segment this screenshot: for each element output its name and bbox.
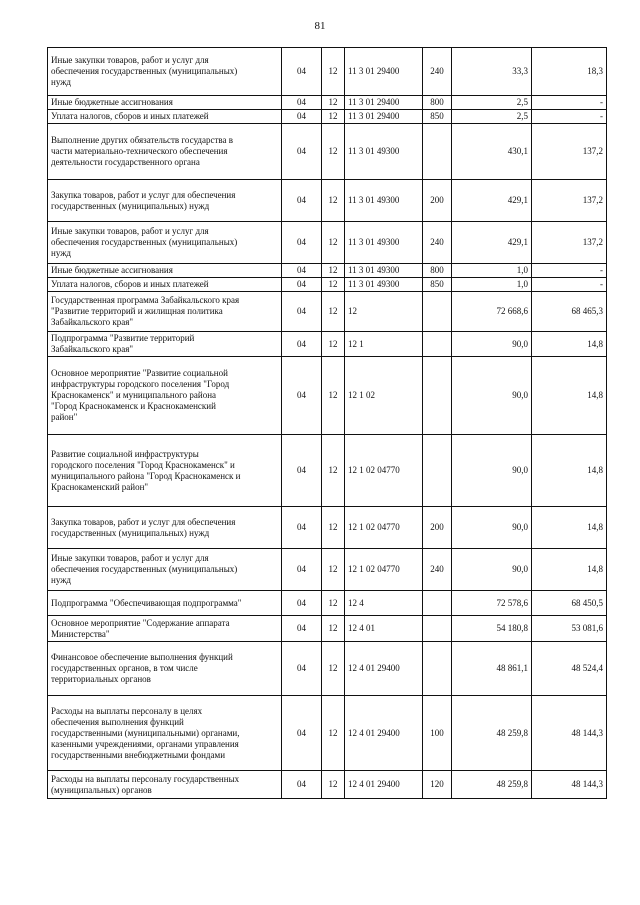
row-name [48,771,282,799]
amount-plan: 90,0 [452,332,532,357]
amount-plan: 429,1 [452,222,532,264]
subsection-code: 12 [322,696,345,771]
target-article-code: 12 [345,292,423,332]
row-name-line: Расходы на выплаты персоналу в целях [51,705,203,716]
subsection-code: 12 [322,110,345,124]
row-name-line: государственными внебюджетными фондами [51,749,226,760]
table-row [48,591,607,616]
amount-actual: 48 144,3 [532,771,607,799]
subsection-code: 12 [322,435,345,507]
row-name-line: Государственная программа Забайкальского края [51,295,240,305]
row-name [48,96,282,110]
target-article-code: 12 1 02 04770 [345,435,423,507]
row-name-line: район" [51,412,78,422]
amount-actual: 53 081,6 [532,616,607,642]
expense-type-code: 240 [423,48,452,96]
row-name-line: Иные закупки товаров, работ и услуг для [51,55,209,65]
subsection-code: 12 [322,616,345,642]
table-row [48,616,607,642]
row-name-line: Иные бюджетные ассигнования [51,97,173,107]
row-name-line: казенными учреждениями, органами управления [51,738,239,749]
row-name-line: государственных (муниципальных) нужд [51,527,210,538]
row-name-line: Подпрограмма "Обеспечивающая подпрограмма" [51,597,242,608]
amount-actual: 48 144,3 [532,696,607,771]
target-article-code: 12 1 [345,332,423,357]
budget-table [47,47,607,799]
target-article-code: 12 4 [345,591,423,616]
section-code: 04 [282,48,322,96]
amount-plan: 90,0 [452,357,532,435]
target-article-code: 12 4 01 29400 [345,642,423,696]
section-code: 04 [282,222,322,264]
amount-actual: 68 465,3 [532,292,607,332]
amount-plan: 429,1 [452,180,532,222]
row-name [48,48,282,96]
section-code: 04 [282,591,322,616]
expense-type-code: 800 [423,96,452,110]
row-name-line: обеспечения выполнения функций [51,716,184,727]
row-name-line: Краснокаменский район" [51,481,149,492]
target-article-code: 11 3 01 49300 [345,222,423,264]
table-row [48,332,607,357]
amount-actual: 14,8 [532,332,607,357]
row-name-line: Развитие социальной инфраструктуры [51,448,199,459]
subsection-code: 12 [322,278,345,292]
row-name-line: Основное мероприятие "Развитие социальной [51,368,228,378]
amount-plan: 90,0 [452,435,532,507]
subsection-code: 12 [322,292,345,332]
row-name-line: Уплата налогов, сборов и иных платежей [51,279,209,289]
target-article-code: 11 3 01 29400 [345,96,423,110]
subsection-code: 12 [322,124,345,180]
subsection-code: 12 [322,642,345,696]
row-name [48,278,282,292]
table-row [48,264,607,278]
target-article-code: 12 4 01 [345,616,423,642]
row-name-line: деятельности государственного органа [51,157,200,167]
section-code: 04 [282,616,322,642]
amount-actual: 137,2 [532,222,607,264]
target-article-code: 11 3 01 29400 [345,110,423,124]
target-article-code: 11 3 01 29400 [345,48,423,96]
amount-actual: - [532,96,607,110]
row-name-line: Иные бюджетные ассигнования [51,265,173,275]
row-name [48,292,282,332]
expense-type-code: 200 [423,507,452,549]
subsection-code: 12 [322,222,345,264]
row-name-line: Расходы на выплаты персоналу государственных [51,773,240,784]
table-row [48,48,607,96]
section-code: 04 [282,642,322,696]
row-name [48,507,282,549]
amount-actual: - [532,264,607,278]
row-name-line: нужд [51,77,71,87]
row-name-line: Забайкальского края" [51,344,134,354]
expense-type-code [423,616,452,642]
expense-type-code: 200 [423,180,452,222]
row-name-line: Иные закупки товаров, работ и услуг для [51,553,209,563]
target-article-code: 12 4 01 29400 [345,771,423,799]
row-name-line: Закупка товаров, работ и услуг для обеспечения [51,189,236,200]
expense-type-code [423,292,452,332]
table-row [48,124,607,180]
amount-plan: 1,0 [452,278,532,292]
row-name [48,696,282,771]
target-article-code: 11 3 01 49300 [345,180,423,222]
row-name-line: Уплата налогов, сборов и иных платежей [51,111,209,121]
section-code: 04 [282,332,322,357]
section-code: 04 [282,696,322,771]
row-name-line: государственными (муниципальными) органами, [51,727,240,738]
expense-type-code: 800 [423,264,452,278]
expense-type-code: 120 [423,771,452,799]
table-row [48,292,607,332]
amount-actual: 14,8 [532,507,607,549]
target-article-code: 12 4 01 29400 [345,696,423,771]
expense-type-code [423,591,452,616]
amount-plan: 54 180,8 [452,616,532,642]
target-article-code: 12 1 02 04770 [345,507,423,549]
amount-actual: - [532,278,607,292]
row-name [48,591,282,616]
expense-type-code [423,332,452,357]
row-name-line: Краснокаменск" и муниципального района [51,390,217,400]
amount-actual: 14,8 [532,549,607,591]
table-row [48,357,607,435]
amount-plan: 2,5 [452,96,532,110]
row-name [48,435,282,507]
expense-type-code: 240 [423,549,452,591]
expense-type-code [423,435,452,507]
page-number: 81 [314,20,326,32]
row-name-line: обеспечения государственных (муниципальных) [51,237,238,247]
row-name [48,357,282,435]
amount-actual: 14,8 [532,357,607,435]
table-row [48,642,607,696]
row-name-line: Финансовое обеспечение выполнения функций [51,652,233,662]
section-code: 04 [282,292,322,332]
row-name-line: обеспечения государственных (муниципальных) [51,66,238,76]
table-row [48,696,607,771]
amount-plan: 48 259,8 [452,696,532,771]
amount-plan: 48 259,8 [452,771,532,799]
section-code: 04 [282,124,322,180]
amount-plan: 72 668,6 [452,292,532,332]
target-article-code: 11 3 01 49300 [345,124,423,180]
table-row [48,222,607,264]
amount-actual: 48 524,4 [532,642,607,696]
section-code: 04 [282,278,322,292]
row-name-line: (муниципальных) органов [51,784,152,795]
amount-plan: 72 578,6 [452,591,532,616]
subsection-code: 12 [322,332,345,357]
section-code: 04 [282,180,322,222]
expense-type-code: 100 [423,696,452,771]
amount-plan: 1,0 [452,264,532,278]
subsection-code: 12 [322,180,345,222]
row-name-line: государственных органов, в том числе [51,663,198,673]
amount-plan: 90,0 [452,507,532,549]
target-article-code: 12 1 02 [345,357,423,435]
table-row [48,435,607,507]
section-code: 04 [282,264,322,278]
target-article-code: 11 3 01 49300 [345,278,423,292]
amount-plan: 48 861,1 [452,642,532,696]
row-name-line: Выполнение других обязательств государства в [51,135,234,145]
row-name-line: нужд [51,575,71,585]
row-name-line: Иные закупки товаров, работ и услуг для [51,226,209,236]
amount-plan: 430,1 [452,124,532,180]
row-name-line: Забайкальского края" [51,317,134,327]
amount-actual: 14,8 [532,435,607,507]
table-row [48,110,607,124]
row-name-line: инфраструктуры городского поселения "Город [51,379,230,389]
table-row [48,96,607,110]
row-name [48,124,282,180]
subsection-code: 12 [322,507,345,549]
subsection-code: 12 [322,264,345,278]
amount-actual: 68 450,5 [532,591,607,616]
amount-plan: 2,5 [452,110,532,124]
target-article-code: 12 1 02 04770 [345,549,423,591]
amount-actual: - [532,110,607,124]
row-name-line: государственных (муниципальных) нужд [51,200,210,211]
subsection-code: 12 [322,591,345,616]
expense-type-code [423,357,452,435]
row-name-line: территориальных органов [51,674,151,684]
row-name-line: Подпрограмма "Развитие территорий [51,333,195,343]
subsection-code: 12 [322,48,345,96]
table-row [48,549,607,591]
amount-actual: 137,2 [532,124,607,180]
section-code: 04 [282,435,322,507]
expense-type-code: 850 [423,110,452,124]
amount-plan: 90,0 [452,549,532,591]
row-name-line: муниципального района "Город Краснокаменск и [51,470,241,481]
table-row [48,771,607,799]
row-name [48,264,282,278]
expense-type-code: 850 [423,278,452,292]
row-name-line: Основное мероприятие "Содержание аппарата [51,617,230,628]
expense-type-code: 240 [423,222,452,264]
row-name [48,642,282,696]
target-article-code: 11 3 01 49300 [345,264,423,278]
table-row [48,180,607,222]
subsection-code: 12 [322,771,345,799]
section-code: 04 [282,549,322,591]
subsection-code: 12 [322,357,345,435]
row-name [48,616,282,642]
amount-actual: 137,2 [532,180,607,222]
row-name [48,180,282,222]
subsection-code: 12 [322,96,345,110]
subsection-code: 12 [322,549,345,591]
section-code: 04 [282,771,322,799]
row-name [48,222,282,264]
row-name [48,110,282,124]
row-name-line: Закупка товаров, работ и услуг для обеспечения [51,516,236,527]
row-name-line: "Город Краснокаменск и Краснокаменский [51,401,216,411]
expense-type-code [423,124,452,180]
expense-type-code [423,642,452,696]
row-name-line: городского поселения "Город Краснокаменск" и [51,459,235,470]
section-code: 04 [282,110,322,124]
row-name-line: "Развитие территорий и жилищная политика [51,306,223,316]
amount-actual: 18,3 [532,48,607,96]
table-row [48,278,607,292]
row-name-line: обеспечения государственных (муниципальных) [51,564,238,574]
row-name [48,332,282,357]
section-code: 04 [282,96,322,110]
amount-plan: 33,3 [452,48,532,96]
table-row [48,507,607,549]
row-name-line: части материально-технического обеспечения [51,146,228,156]
section-code: 04 [282,507,322,549]
row-name-line: нужд [51,248,71,258]
section-code: 04 [282,357,322,435]
row-name [48,549,282,591]
row-name-line: Министерства" [51,628,110,639]
